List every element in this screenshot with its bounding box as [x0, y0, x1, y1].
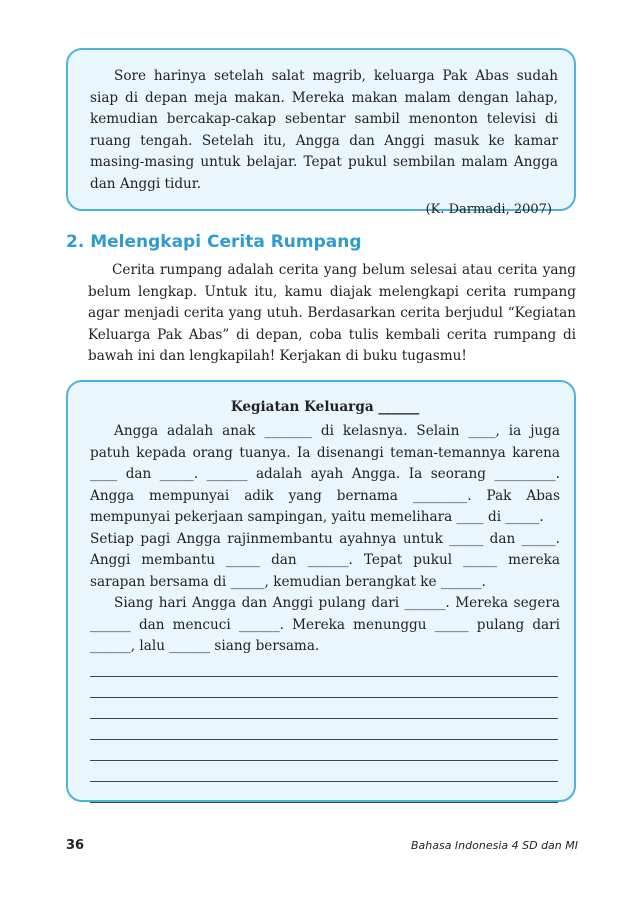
writing-line — [90, 658, 558, 677]
writing-line — [90, 719, 558, 740]
writing-line — [90, 761, 558, 782]
exercise-box — [66, 380, 576, 802]
writing-line — [90, 677, 558, 698]
exercise-paragraph-3: Siang hari Angga dan Anggi pulang dari ______. Mereka segera ______ dan mencuci ______. Mereka menunggu _____ pulang dari ______, lalu ______ siang bersama. — [90, 595, 560, 654]
exercise-paragraph-2: Setiap pagi Angga rajinmembantu ayahnya untuk _____ dan _____. Anggi membantu _____ dan ______. Tepat pukul _____ mereka sarapan bersama di _____, kemudian berangkat ke ______. — [90, 530, 560, 590]
exercise-paragraph-1: Angga adalah anak _______ di kelasnya. Selain ____, ia juga patuh kepada orang tuanya. Ia disenangi teman-temannya karena ____ dan _____. ______ adalah ayah Angga. Ia seorang _________. Angga mempunyai adik yang bernama ________. Pak Abas mempunyai pekerjaan sampingan, yaitu memelihara ____ di _____. — [90, 423, 560, 525]
writing-lines — [90, 658, 560, 803]
book-title: Bahasa Indonesia 4 SD dan MI — [410, 839, 578, 852]
story-paragraph: Sore harinya setelah salat magrib, keluarga Pak Abas sudah siap di depan meja makan. Mereka makan malam dengan lahap, kemudian bercakap-cakap sebentar sambil menonton televisi di ruang tengah. Setelah itu, Angga dan Anggi masuk ke kamar masing-masing untuk belajar. Tepat pukul sembilan malam Angga dan Anggi tidur. — [90, 68, 558, 192]
writing-line — [90, 740, 558, 761]
page-number: 36 — [66, 838, 85, 853]
story-excerpt-box — [66, 48, 576, 217]
section-title: 2. Melengkapi Cerita Rumpang — [66, 232, 362, 252]
story-citation: (K. Darmadi, 2007) — [425, 202, 552, 217]
exercise-title: Kegiatan Keluarga ______ — [230, 399, 420, 415]
writing-line — [90, 698, 558, 719]
writing-line — [90, 782, 558, 803]
section-intro: Cerita rumpang adalah cerita yang belum selesai atau cerita yang belum lengkap. Untuk itu, kamu diajak melengkapi cerita rumpang agar menjadi cerita yang utuh. Berdasarkan cerita berjudul “Kegiatan Keluarga Pak Abas” di depan, coba tulis kembali cerita rumpang di bawah ini dan lengkapilah! Kerjakan di buku tugasmu! — [88, 262, 576, 364]
